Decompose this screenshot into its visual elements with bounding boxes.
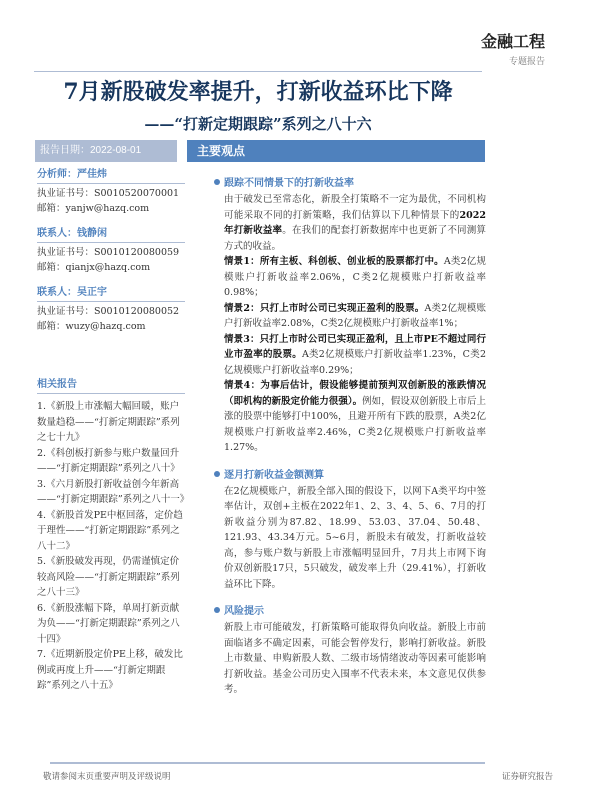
text: 例如，假设双创新股上市后上涨的股票中能够打中100%，且避开所有下跌的股票，A类2亿规模账户打新收益率2.46%，C类2亿规模账户打新收益率1.27%。 <box>224 395 486 453</box>
heading-text: 跟踪不同情景下的打新收益率 <box>224 178 354 189</box>
person-cert: 执业证书号：S0010120080052 <box>37 306 180 317</box>
text: 由于破发已至常态化，新股全打策略不一定为最优，不同机构可能采取不同的打新策略，我们估算以下几种情景下的 <box>224 194 486 221</box>
person-title: 分析师：严佳炜 <box>37 168 185 184</box>
paragraph <box>224 192 486 254</box>
footer-divider <box>195 762 485 764</box>
right-column <box>214 176 486 710</box>
page-subtitle: ——“打新定期跟踪”系列之八十六 <box>144 115 372 133</box>
report-date: 报告日期：2022-08-01 <box>35 140 177 162</box>
related-item[interactable]: 1.《新股上市涨幅大幅回暖，账户数量趋稳——“打新定期跟踪”系列之七十九》 <box>37 401 180 443</box>
person-email[interactable]: 邮箱：qianjx@hazq.com <box>37 262 151 273</box>
header-divider <box>34 71 482 72</box>
person-email[interactable]: 邮箱：yanjw@hazq.com <box>37 203 150 214</box>
section-monthly <box>214 468 486 593</box>
related-item[interactable]: 6.《新股涨幅下降，单周打新贡献为负——“打新定期跟踪”系列之八十四》 <box>37 602 180 645</box>
text: A类2亿规模账户打新收益率1.23%，C类2亿规模账户打新收益率0.29%； <box>224 349 486 376</box>
scenario-2 <box>224 301 486 332</box>
section-heading <box>214 176 486 192</box>
person-title: 联系人：钱静闲 <box>37 227 185 243</box>
text: A类2亿规模账户打新收益率2.08%，C类2亿规模账户打新收益率1%； <box>224 302 486 329</box>
analyst <box>37 168 185 216</box>
person-title: 联系人：吴正宇 <box>37 286 185 302</box>
section-heading <box>214 604 486 620</box>
heading-text: 逐月打新收益金额测算 <box>224 469 324 481</box>
scenario-4 <box>224 378 486 456</box>
footer-disclaimer: 敬请参阅末页重要声明及评级说明 <box>43 772 171 782</box>
page-title: 7月新股破发率提升，打新收益环比下降 <box>63 79 453 105</box>
bold-text: 情景2：只打上市时公司已实现正盈利的股票。 <box>224 302 425 314</box>
section-heading <box>214 468 486 484</box>
bold-text: 情景1：所有主板、科创板、创业板的股票都打中。 <box>224 256 444 267</box>
bullet-icon <box>214 179 220 185</box>
related-title: 相关报告 <box>37 378 185 394</box>
footer-divider <box>50 762 195 764</box>
bold-text: 2022年打新收益率 <box>224 209 486 236</box>
bold-text: 情景3：只打上市时公司已实现正盈利，且上市PE不超过同行业市盈率的股票。 <box>224 333 486 360</box>
related-item[interactable]: 4.《新股首发PE中枢回落，定价趋于理性——“打新定期跟踪”系列之八十二》 <box>37 509 183 552</box>
report-type: 专题报告 <box>508 57 545 67</box>
related-reports <box>37 378 190 694</box>
scenario-3 <box>224 332 486 379</box>
related-item[interactable]: 7.《近期新股定价PE上移，破发比例或再度上升——“打新定期跟踪”系列之八十五》 <box>37 649 183 691</box>
section-tracking <box>214 176 486 456</box>
heading-text: 风险提示 <box>224 606 264 617</box>
person-email[interactable]: 邮箱：wuzy@hazq.com <box>37 321 146 332</box>
footer-report-label: 证券研究报告 <box>502 772 554 782</box>
paragraph: 在2亿规模账户，新股全部入围的假设下，以网下A类平均中签率估计，双创+主板在2022年1、2、3、4、5、6、7月的打新收益分别为87.82、18.99、53.03、37.04、50.48、121.93、43.34万元。5~6月，新股未有破发，打新收益较高，参与账户数与新股上市涨幅明显回升，7月共上市网下询价双创新股17只，5只破发，破发率上升（29.41%），打新收益环比下降。 <box>224 485 486 590</box>
bullet-icon <box>214 471 220 477</box>
text: A类2亿规模账户打新收益率2.06%，C类2亿规模账户打新收益率0.98%； <box>224 256 486 298</box>
main-points-heading: 主要观点 <box>187 140 485 162</box>
bullet-icon <box>214 607 220 613</box>
section-risk <box>214 604 486 698</box>
related-item[interactable]: 5.《新股破发再现，仍需谨慎定价较高风险——“打新定期跟踪”系列之八十三》 <box>37 556 180 598</box>
person-cert: 执业证书号：S0010520070001 <box>37 188 180 199</box>
left-column <box>37 168 190 694</box>
bold-text: 情景4：为事后估计，假设能够提前预判双创新股的涨跌情况（即机构的新股定价能力很强）。 <box>224 380 486 407</box>
related-item[interactable]: 2.《科创板打新参与账户数量回升——“打新定期跟踪”系列之八十》 <box>37 447 180 474</box>
text: 。在我们的配套打新数据库中也更新了不同测算方式的收益。 <box>224 225 486 252</box>
contact <box>37 227 185 275</box>
related-item[interactable]: 3.《六月新股打新收益创今年新高——“打新定期跟踪”系列之八十一》 <box>37 478 190 505</box>
person-cert: 执业证书号：S0010120080059 <box>37 247 180 258</box>
brand-label: 金融工程 <box>480 32 545 51</box>
scenario-1 <box>224 254 486 301</box>
contact <box>37 286 185 334</box>
paragraph: 新股上市可能破发，打新策略可能取得负向收益。新股上市前面临诸多不确定因素，可能会暂停发行，影响打新收益。新股上市数量、申购新股人数、二级市场情绪波动等因素可能影响打新收益。基金公司历史入围率不代表未来，本文意见仅供参考。 <box>224 622 486 695</box>
